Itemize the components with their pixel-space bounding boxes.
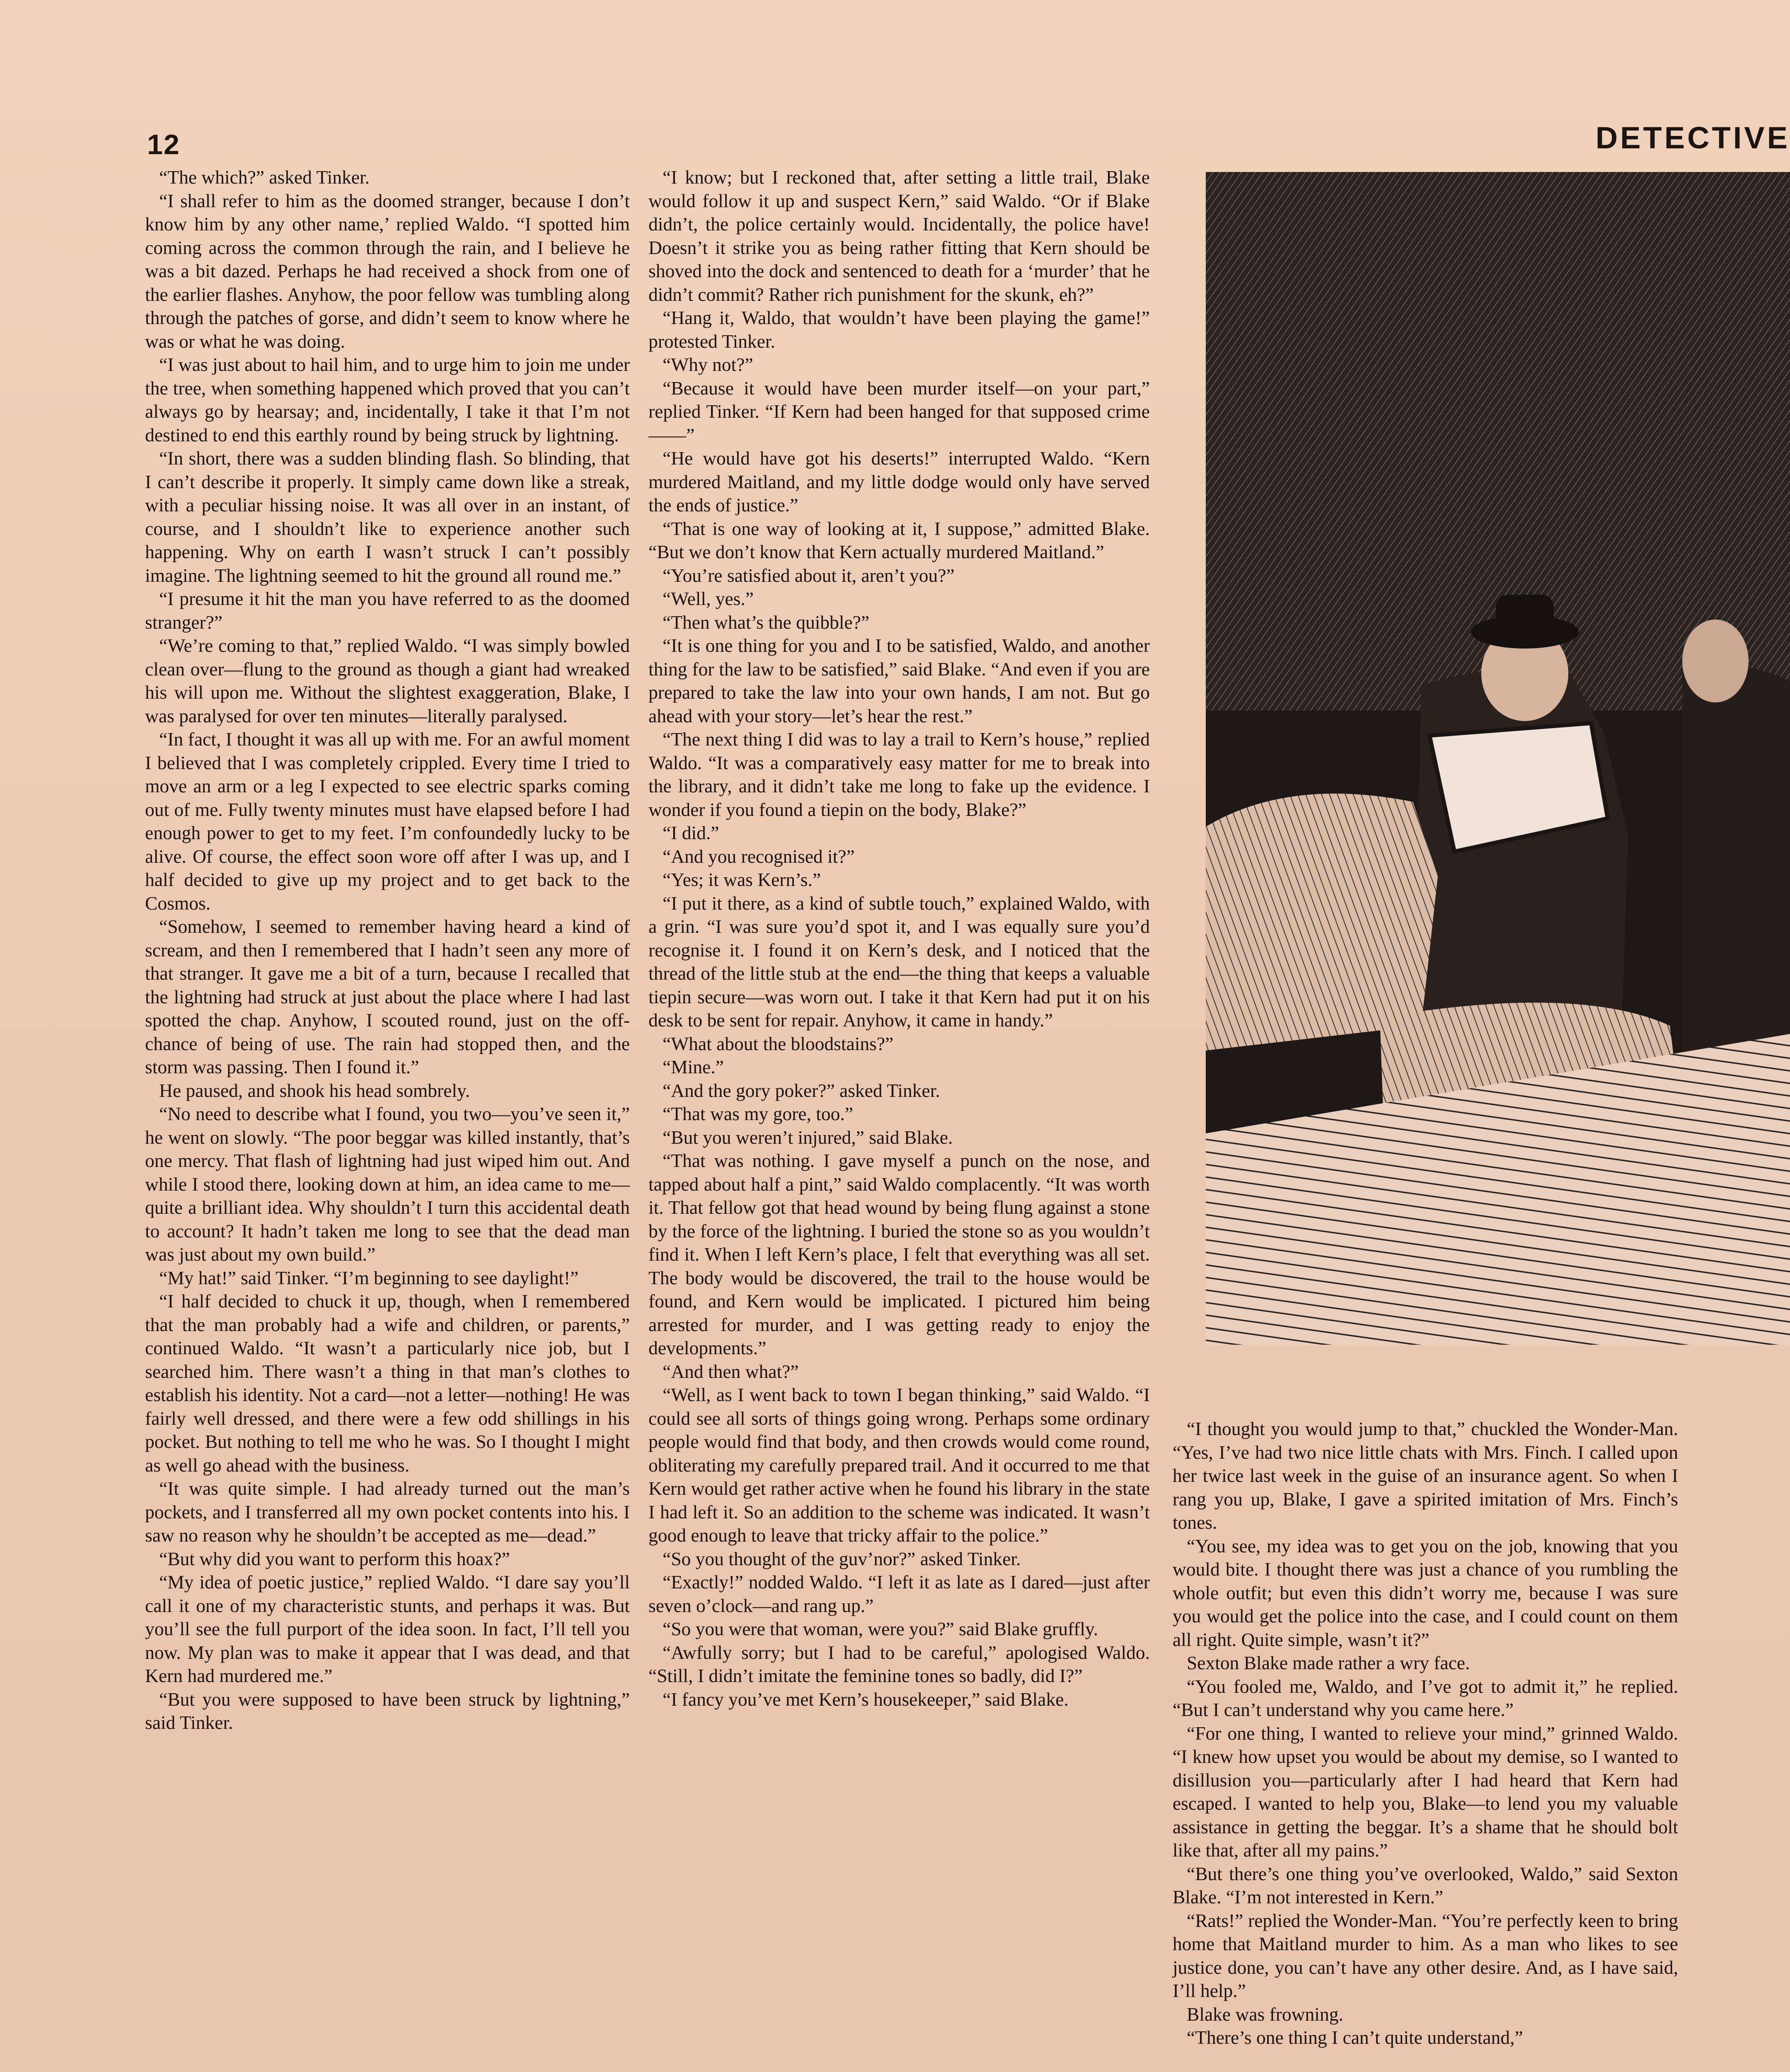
paragraph: “I put it there, as a kind of subtle touch,” explained Waldo, with a grin. “I was sure you’d spot it, and I was equally sure you’d recognise it. I found it on Kern’s desk, and I noticed that the thread of the little stub at the end—the thing that keeps a valuable tiepin secure—was worn out. I take it that Kern had put it on his desk to be sent for repair. Anyhow, it came in handy.”: [648, 892, 1150, 1031]
text-column-left: [145, 166, 630, 1735]
page-number: 12: [147, 129, 180, 160]
paragraph: “That was my gore, too.”: [663, 1103, 853, 1124]
paragraph: “For one thing, I wanted to relieve your mind,” grinned Waldo. “I knew how upset you would be about my demise, so I wanted to disillusion you—particularly after I had heard that Kern had escaped. I wanted to help you, Blake—to lend you my valuable assistance in getting the beggar. It’s a shame that he should bolt like that, after all my pains.”: [1173, 1722, 1678, 1861]
paragraph: “Well, yes.”: [663, 588, 754, 609]
paragraph: “You fooled me, Waldo, and I’ve got to admit it,” he replied. “But I can’t understand why you came here.”: [1173, 1675, 1678, 1720]
paragraph: “So you were that woman, were you?” said Blake gruffly.: [663, 1618, 1098, 1639]
paragraph: “And you recognised it?”: [663, 845, 855, 867]
paragraph: “You see, my idea was to get you on the job, knowing that you would bite. I thought there was just a chance of you rumbling the whole outfit; but even this didn’t worry me, because I was sure you would get the police into the case, and I could count on them all right. Quite simple, wasn’t it?”: [1173, 1535, 1678, 1650]
paragraph: “In fact, I thought it was all up with me. For an awful moment I believed that I was completely crippled. Every time I tried to move an arm or a leg I expected to see electric sparks coming out of me. Fully twenty minutes must have elapsed before I had enough power to get to my feet. I’m confoundedly lucky to be alive. Of course, the effect soon wore off after I was up, and I half decided to give up my project and to get back to the Cosmos.: [145, 729, 630, 914]
paragraph: “It is one thing for you and I to be satisfied, Waldo, and another thing for the law to be satisfied,” said Blake. “And even if you are prepared to take the law into your own hands, I am not. But go ahead with your story—let’s hear the rest.”: [648, 635, 1150, 726]
paragraph: “You’re satisfied about it, aren’t you?”: [663, 564, 955, 586]
paragraph: “I was just about to hail him, and to urge him to join me under the tree, when something happened which proved that you can’t always go by hearsay; and, incidentally, I take it that I’m not destined to end this earthly round by being struck by lightning.: [145, 354, 630, 445]
paragraph: “Somehow, I seemed to remember having heard a kind of scream, and then I remembered that I hadn’t seen any more of that stranger. It gave me a bit of a turn, because I recalled that the lightning had struck at just about the place where I had last spotted the chap. Anyhow, I scouted round, just on the off-chance of being of use. The rain had stopped then, and the storm was passing. Then I found it.”: [145, 916, 630, 1077]
story-illustration: [1206, 172, 1790, 1345]
paragraph: “I half decided to chuck it up, though, when I remembered that the man probably had a wife and children, or parents,” continued Waldo. “It wasn’t a particularly nice job, but I searched him. There wasn’t a thing in that man’s clothes to establish his identity. Not a card—not a letter—nothing! He was fairly well dressed, and there were a few odd shillings in his pocket. But nothing to tell me who he was. So I thought I might as well go ahead with the business.: [145, 1290, 630, 1476]
running-head: DETECTIVE: [1595, 121, 1790, 155]
paragraph: “Well, as I went back to town I began thinking,” said Waldo. “I could see all sorts of things going wrong. Perhaps some ordinary people would find that body, and then crowds would come round, obliterating my carefully prepared trail. And it occurred to me that Kern would get rather active when he found his library in the state I had left it. So an addition to the scheme was indicated. It wasn’t good enough to leave that tricky affair to the police.”: [648, 1384, 1150, 1546]
paragraph: “I shall refer to him as the doomed stranger, because I don’t know him by any other name,’ replied Waldo. “I spotted him coming across the common through the rain, and I believe he was a bit dazed. Perhaps he had received a shock from one of the earlier flashes. Anyhow, the poor fellow was tumbling along through the patches of gorse, and didn’t seem to know where he was or what he was doing.: [145, 190, 630, 352]
paragraph: “It was quite simple. I had already turned out the man’s pockets, and I transferred all my own pocket contents into his. I saw no reason why he shouldn’t be accepted as me—dead.”: [145, 1478, 630, 1546]
text-column-middle: [648, 166, 1150, 1711]
paragraph: “My hat!” said Tinker. “I’m beginning to see daylight!”: [159, 1267, 579, 1288]
paragraph: “No need to describe what I found, you two—you’ve seen it,” he went on slowly. “The poor beggar was killed instantly, that’s one mercy. That flash of lightning had just wiped him out. And while I stood there, looking down at him, an idea came to me—quite a brilliant idea. Why shouldn’t I turn this accidental death to account? It hadn’t taken me long to see that the dead man was just about my own build.”: [145, 1103, 630, 1265]
paragraph: “There’s one thing I can’t quite understand,”: [1187, 2027, 1523, 2048]
paragraph: “I know; but I reckoned that, after setting a little trail, Blake would follow it up and suspect Kern,” said Waldo. “Or if Blake didn’t, the police certainly would. Incidentally, the police have! Doesn’t it strike you as being rather fitting that Kern should be shoved into the dock and sentenced to death for a ‘murder’ that he didn’t commit? Rather rich punishment for the skunk, eh?”: [648, 167, 1150, 305]
paragraph: “I did.”: [663, 822, 719, 843]
paragraph: “My idea of poetic justice,” replied Waldo. “I dare say you’ll call it one of my characteristic stunts, and perhaps it was. But you’ll see the full purport of the idea soon. In fact, I’ll tell you now. My plan was to make it appear that I was dead, and that Kern had murdered me.”: [145, 1571, 630, 1686]
paragraph: “And then what?”: [663, 1360, 799, 1382]
paragraph: “In short, there was a sudden blinding flash. So blinding, that I can’t describe it properly. It simply came down like a streak, with a peculiar hissing noise. It was all over in an instant, of course, and I shouldn’t like to experience another such happening. Why on earth I wasn’t struck I can’t possibly imagine. The lightning seemed to hit the ground all round me.”: [145, 448, 630, 586]
paragraph: “I fancy you’ve met Kern’s housekeeper,” said Blake.: [663, 1688, 1069, 1710]
paragraph: “But there’s one thing you’ve overlooked, Waldo,” said Sexton Blake. “I’m not interested in Kern.”: [1173, 1863, 1678, 1907]
paragraph: Sexton Blake made rather a wry face.: [1187, 1652, 1470, 1673]
paragraph: Blake was frowning.: [1187, 2003, 1343, 2025]
paragraph: “The next thing I did was to lay a trail to Kern’s house,” replied Waldo. “It was a comparatively easy matter for me to break into the library, and it didn’t take me long to fake up the evidence. I wonder if you found a tiepin on the body, Blake?”: [648, 729, 1150, 820]
paragraph: “He would have got his deserts!” interrupted Waldo. “Kern murdered Maitland, and my little dodge would only have served the ends of justice.”: [648, 448, 1150, 516]
paragraph: “Hang it, Waldo, that wouldn’t have been playing the game!” protested Tinker.: [648, 307, 1150, 352]
paragraph: “Mine.”: [663, 1056, 724, 1077]
paragraph: “Awfully sorry; but I had to be careful,” apologised Waldo. “Still, I didn’t imitate the feminine tones so badly, did I?”: [648, 1641, 1150, 1686]
paragraph: “Rats!” replied the Wonder-Man. “You’re perfectly keen to bring home that Maitland murder to him. As a man who likes to see justice done, you can’t have any other desire. And, as I have said, I’ll help.”: [1173, 1910, 1678, 2001]
paragraph: “But you were supposed to have been struck by lightning,” said Tinker.: [145, 1688, 630, 1733]
paragraph: He paused, and shook his head sombrely.: [159, 1080, 470, 1101]
paragraph: “Then what’s the quibble?”: [663, 611, 870, 633]
text-column-right: [1173, 1417, 1678, 2050]
paragraph: “And the gory poker?” asked Tinker.: [663, 1080, 940, 1101]
paragraph: “Why not?”: [663, 354, 753, 375]
paragraph: “Exactly!” nodded Waldo. “I left it as late as I dared—just after seven o’clock—and rang up.”: [648, 1571, 1150, 1616]
paragraph: “That was nothing. I gave myself a punch on the nose, and tapped about half a pint,” said Waldo complacently. “It was worth it. That fellow got that head wound by being flung against a stone by the force of the lightning. I buried the stone so as you wouldn’t find it. When I left Kern’s place, I felt that everything was all set. The body would be discovered, the trail to the house would be found, and Kern would be implicated. I pictured him being arrested for murder, and I was getting ready to enjoy the developments.”: [648, 1150, 1150, 1358]
paragraph: “The which?” asked Tinker.: [159, 167, 370, 188]
paragraph: “I presume it hit the man you have referred to as the doomed stranger?”: [145, 588, 630, 633]
paragraph: “That is one way of looking at it, I suppose,” admitted Blake. “But we don’t know that Kern actually murdered Maitland.”: [648, 518, 1150, 562]
paragraph: “We’re coming to that,” replied Waldo. “I was simply bowled clean over—flung to the ground as though a giant had wreaked his will upon me. Without the slightest exaggeration, Blake, I was paralysed for over ten minutes—literally paralysed.: [145, 635, 630, 726]
paragraph: “So you thought of the guv’nor?” asked Tinker.: [663, 1548, 1021, 1569]
paragraph: “I thought you would jump to that,” chuckled the Wonder-Man. “Yes, I’ve had two nice little chats with Mrs. Finch. I called upon her twice last week in the guise of an insurance agent. So when I rang you up, Blake, I gave a spirited imitation of Mrs. Finch’s tones.: [1173, 1418, 1678, 1533]
paragraph: “But you weren’t injured,” said Blake.: [663, 1126, 953, 1148]
paragraph: “But why did you want to perform this hoax?”: [159, 1548, 510, 1569]
paragraph: “Yes; it was Kern’s.”: [663, 869, 821, 890]
paragraph: “What about the bloodstains?”: [663, 1033, 894, 1054]
paragraph: “Because it would have been murder itself—on your part,” replied Tinker. “If Kern had been hanged for that supposed crime——”: [648, 377, 1150, 445]
